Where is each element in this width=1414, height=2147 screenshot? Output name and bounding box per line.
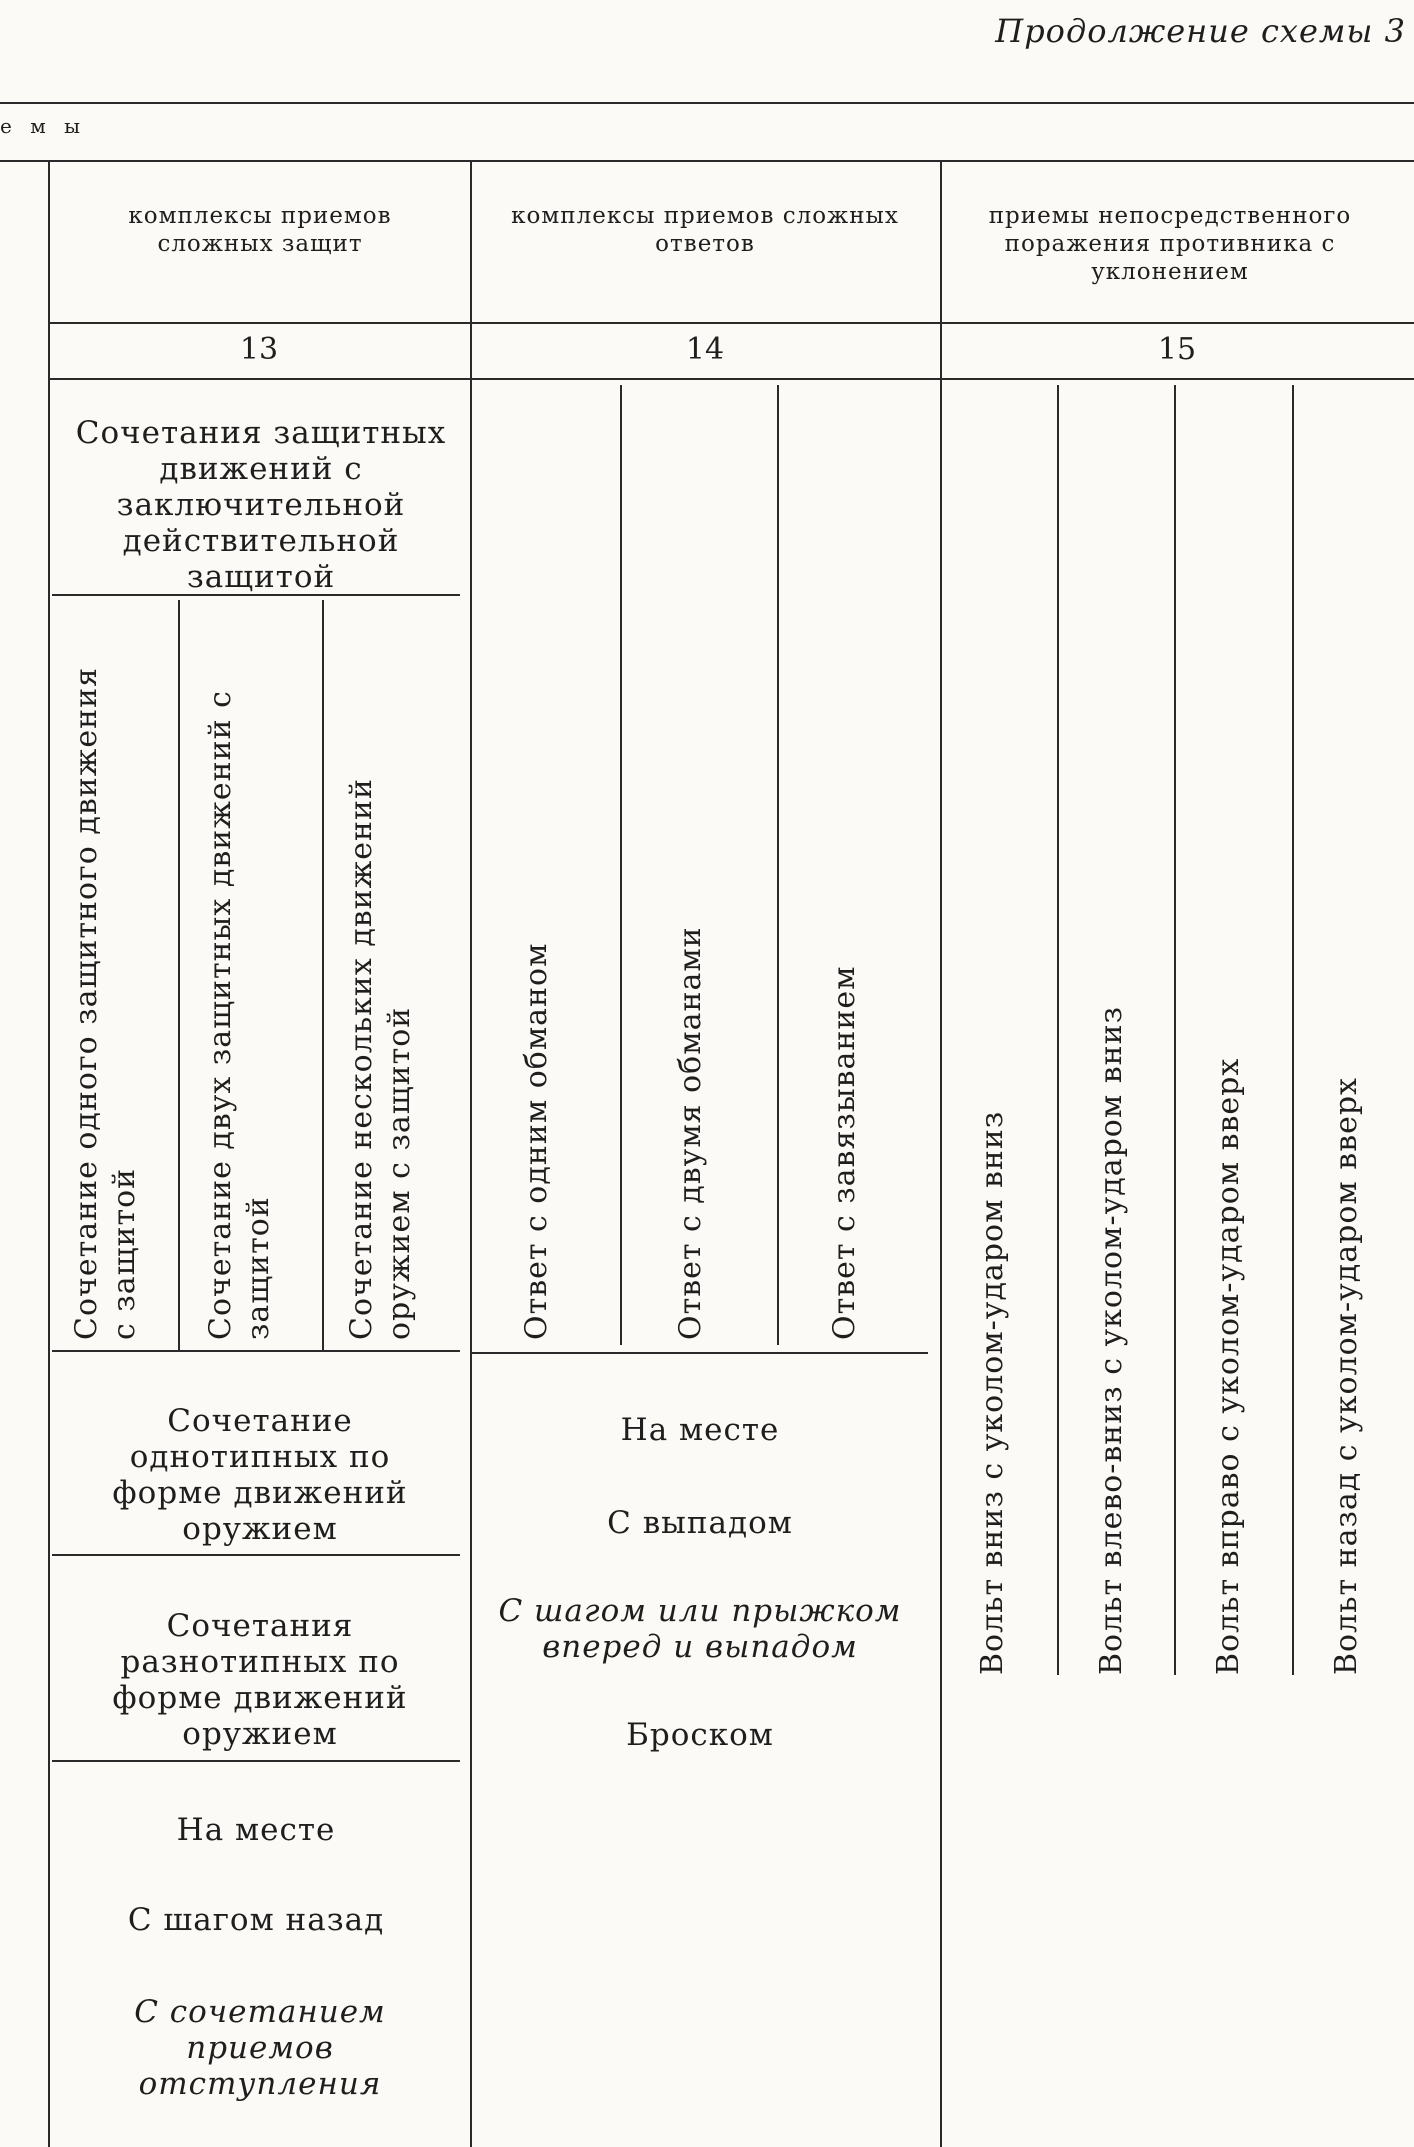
col15-vertical-3: Вольт вправо с уколом-ударом вверх bbox=[1211, 1057, 1246, 1675]
col13-rule-4 bbox=[52, 1760, 460, 1762]
col13-box-a: Сочетание однотипных по форме движений оружием bbox=[112, 1403, 408, 1547]
col13-vertical-3: Сочетание нескольких движений оружием с защитой bbox=[344, 777, 417, 1340]
col13-rule-1 bbox=[52, 594, 460, 596]
col13-method-3: С сочетанием приемов отступления bbox=[134, 1994, 386, 2102]
header-rule bbox=[0, 160, 1414, 162]
col13-method-1: На месте bbox=[176, 1812, 336, 1848]
column-15-header: приемы непосредственного поражения противника с уклонением bbox=[988, 203, 1352, 285]
col14-method-1: На месте bbox=[620, 1412, 780, 1448]
column-14-number: 14 bbox=[685, 332, 725, 367]
col14-sub-divider-2 bbox=[777, 385, 779, 1345]
column-13-number: 13 bbox=[239, 332, 279, 367]
col13-method-2: С шагом назад bbox=[127, 1902, 385, 1938]
col13-vertical-2: Сочетание двух защитных движений с защитой bbox=[203, 690, 276, 1340]
header-fragment: е м ы bbox=[0, 114, 87, 138]
column-14-header: комплексы приемов сложных ответов bbox=[511, 203, 899, 257]
col13-rule-2 bbox=[52, 1350, 460, 1352]
col13-top-box: Сочетания защитных движений с заключительной действительной защитой bbox=[75, 415, 447, 595]
col13-rule-3 bbox=[52, 1554, 460, 1556]
col14-rule-1 bbox=[472, 1352, 928, 1354]
col14-vertical-3: Ответ с завязыванием bbox=[827, 965, 862, 1340]
col14-method-2: С выпадом bbox=[607, 1505, 793, 1541]
col14-method-4: Броском bbox=[626, 1717, 774, 1753]
col14-method-3: С шагом или прыжком вперед и выпадом bbox=[498, 1593, 902, 1665]
column-13-header: комплексы приемов сложных защит bbox=[128, 203, 392, 257]
col14-vertical-2: Ответ с двумя обманами bbox=[673, 926, 708, 1340]
subheader-rule bbox=[48, 322, 1414, 324]
continuation-title: Продолжение схемы 3 bbox=[995, 12, 1406, 50]
col13-sub-divider-1 bbox=[178, 600, 180, 1350]
col15-vertical-2: Вольт влево-вниз с уколом-ударом вниз bbox=[1094, 1006, 1129, 1675]
column-15-number: 15 bbox=[1157, 332, 1197, 367]
col15-sub-divider-3 bbox=[1292, 385, 1294, 1675]
left-border bbox=[48, 160, 50, 2147]
col15-sub-divider-2 bbox=[1174, 385, 1176, 1675]
top-rule bbox=[0, 102, 1414, 104]
col13-sub-divider-2 bbox=[322, 600, 324, 1350]
col15-vertical-1: Вольт вниз с уколом-ударом вниз bbox=[975, 1110, 1010, 1675]
number-rule bbox=[48, 378, 1414, 380]
col13-vertical-1: Сочетание одного защитного движения с защитой bbox=[69, 667, 142, 1340]
col14-vertical-1: Ответ с одним обманом bbox=[519, 942, 554, 1340]
divider-14-15 bbox=[940, 160, 942, 2147]
col14-sub-divider-1 bbox=[620, 385, 622, 1345]
col15-sub-divider-1 bbox=[1057, 385, 1059, 1675]
col13-box-b: Сочетания разнотипных по форме движений оружием bbox=[112, 1608, 408, 1752]
col15-vertical-4: Вольт назад с уколом-ударом вверх bbox=[1329, 1077, 1364, 1675]
divider-13-14 bbox=[470, 160, 472, 2147]
